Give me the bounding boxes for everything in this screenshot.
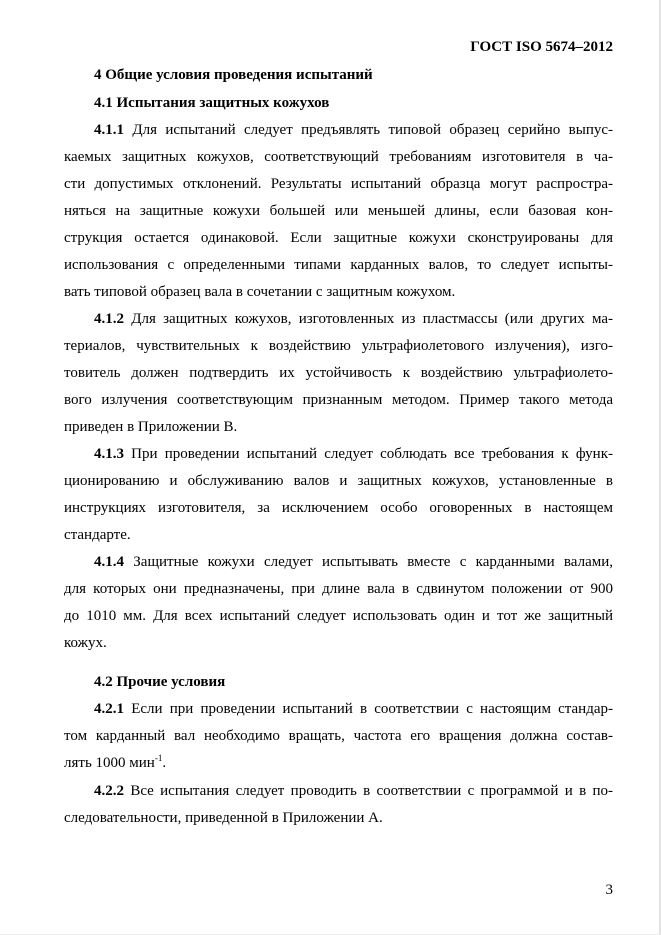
text-line: инструкциях изготовителя, за исключением особо оговоренных в настоящем bbox=[64, 500, 613, 516]
text-line: том карданный вал необходимо вращать, частота его вращения должна состав- bbox=[64, 728, 613, 744]
text-line: териалов, чувствительных к воздействию ультрафиолетового излучения), изго- bbox=[64, 338, 613, 354]
subsection-heading-4-1: 4.1 Испытания защитных кожухов bbox=[94, 95, 330, 111]
paragraph-4-1-2 bbox=[64, 306, 613, 441]
clause-number-4-1-2: 4.1.2 bbox=[94, 311, 124, 327]
text-run: Если при проведении испытаний в соответствии с настоящим стандар- bbox=[124, 701, 613, 717]
clause-number-4-1-4: 4.1.4 bbox=[94, 554, 124, 570]
text-line bbox=[64, 696, 613, 723]
text-line: няться на защитные кожухи большей или меньшей длины, если базовая кон- bbox=[64, 203, 613, 219]
text-run: Для защитных кожухов, изготовленных из пластмассы (или других ма- bbox=[124, 311, 613, 327]
text-line: использования с определенными типами карданных валов, то следует испыты- bbox=[64, 257, 613, 273]
subsection-heading-4-2: 4.2 Прочие условия bbox=[94, 674, 226, 690]
text-line: каемых защитных кожухов, соответствующий требованиям изготовителя в ча- bbox=[64, 149, 613, 165]
paragraph-4-2-1 bbox=[64, 696, 613, 778]
text-line: для которых они предназначены, при длине вала в сдвинутом положении от 900 bbox=[64, 581, 613, 597]
clause-number-4-2-1: 4.2.1 bbox=[94, 701, 124, 717]
text-run: . bbox=[162, 755, 167, 771]
text-line: вого излучения соответствующим признанным методом. Пример такого метода bbox=[64, 392, 613, 408]
text-line bbox=[64, 117, 613, 144]
text-line: следовательности, приведенной в Приложении А. bbox=[64, 810, 383, 826]
superscript-minus-1: -1 bbox=[154, 753, 163, 763]
text-run: Защитные кожухи следует испытывать вместе с карданными валами, bbox=[124, 554, 613, 570]
paragraph-4-1-1 bbox=[64, 117, 613, 306]
text-line: стандарте. bbox=[64, 527, 131, 543]
paragraph-4-1-3 bbox=[64, 441, 613, 549]
text-line: до 1010 мм. Для всех испытаний следует использовать один и тот же защитный bbox=[64, 608, 613, 624]
text-line: сти допустимых отклонений. Результаты испытаний образца могут распростра- bbox=[64, 176, 613, 192]
text-line bbox=[64, 441, 613, 468]
running-header: ГОСТ ISO 5674–2012 bbox=[470, 39, 613, 55]
text-line bbox=[64, 549, 613, 576]
paragraph-4-1-4 bbox=[64, 549, 613, 657]
text-run: лять 1000 мин bbox=[64, 755, 155, 771]
page-number: 3 bbox=[605, 882, 613, 898]
text-line: товитель должен подтвердить их устойчивость к воздействию ультрафиолето- bbox=[64, 365, 613, 381]
text-line bbox=[64, 750, 613, 778]
text-line bbox=[64, 306, 613, 333]
text-line: ционированию и обслуживанию валов и защитных кожухов, установленные в bbox=[64, 473, 613, 489]
clause-number-4-2-2: 4.2.2 bbox=[94, 783, 124, 799]
text-line bbox=[64, 778, 613, 805]
text-line: вать типовой образец вала в сочетании с защитным кожухом. bbox=[64, 284, 456, 300]
text-run: При проведении испытаний следует соблюдать все требования к функ- bbox=[124, 446, 613, 462]
text-line: струкция остается одинаковой. Если защитные кожухи сконструированы для bbox=[64, 230, 613, 246]
page-content bbox=[64, 0, 613, 904]
paragraph-4-2-2 bbox=[64, 778, 613, 832]
text-run: Для испытаний следует предъявлять типовой образец серийно выпус- bbox=[124, 122, 613, 138]
clause-number-4-1-1: 4.1.1 bbox=[94, 122, 124, 138]
clause-number-4-1-3: 4.1.3 bbox=[94, 446, 124, 462]
text-run: Все испытания следует проводить в соответствии с программой и в по- bbox=[124, 783, 613, 799]
section-heading-4: 4 Общие условия проведения испытаний bbox=[94, 67, 373, 83]
text-line: приведен в Приложении В. bbox=[64, 419, 238, 435]
text-line: кожух. bbox=[64, 635, 107, 651]
